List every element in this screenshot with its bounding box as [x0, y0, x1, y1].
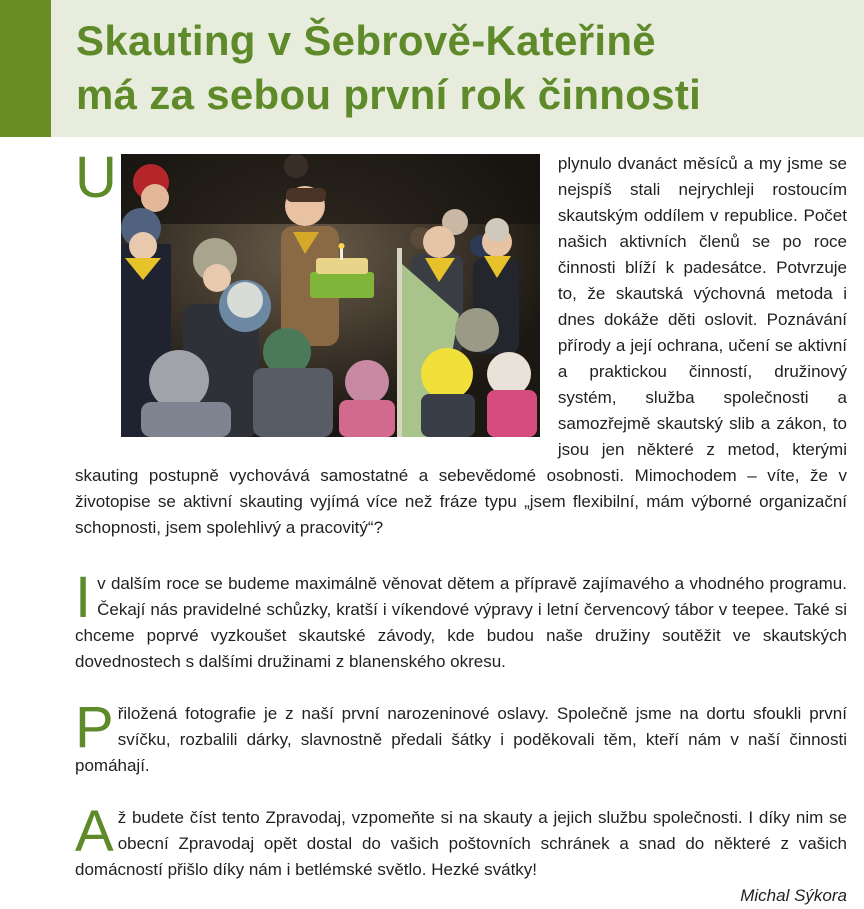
paragraph-3-text: řiložená fotografie je z naší první narozeninové oslavy. Společně jsme na dortu sfoukli první svíčku, rozbalili dárky, slavnostně předali šátky i poděkovali těm, kteří nám v naší činnosti pomáhají. — [75, 704, 847, 775]
article-header — [0, 0, 864, 137]
scout-birthday-photo — [121, 154, 540, 437]
author-signature: Michal Sýkora — [740, 886, 847, 905]
paragraph-3 — [75, 695, 847, 779]
article-body — [75, 145, 847, 909]
drop-cap: I — [75, 565, 92, 630]
article-title — [76, 14, 856, 122]
paragraph-1 — [75, 145, 847, 541]
paragraph-2-text: v dalším roce se budeme maximálně věnovat dětem a přípravě zajímavého a vhodného programu. Čekají nás pravidelné schůzky, kratší i víkendové výpravy i letní červencový tábor v teepee. Také si chceme poprvé vyzkoušet skautské závody, kde budou naše družiny soutěžit ve skautských dovednostech s dalšími družinami z blanenského okresu. — [75, 574, 847, 671]
drop-cap: A — [75, 799, 114, 864]
drop-cap: U — [75, 145, 117, 210]
paragraph-4 — [75, 799, 847, 883]
paragraph-2 — [75, 567, 847, 675]
title-line-1: Skauting v Šebrově-Kateřině — [76, 17, 656, 64]
paragraph-1-text: plynulo dvanáct měsíců a my jsme se nejspíš stali nejrychleji rostoucím skautským oddílem v republice. Počet našich aktivních členů se po roce činnosti blíží k padesátce. Potvrzuje to, že skautská výchovná metoda i dnes dokáže děti oslovit. Poznávání přírody a její ochrana, učení se aktivní a praktickou činností, družinový systém, služba společnosti a samozřejmě skautský slib a zákon, to jsou jen některé z metod, kterými skauting postupně vychovává samostatné a sebevědomé osobnosti. Mimochodem – víte, že v životopise se aktivní skauting vyjímá více než fráze typu „jsem flexibilní, mám výborné organizační schopnosti, jsem spolehlivý a pracovitý“? — [75, 154, 847, 537]
paragraph-4-text: ž budete číst tento Zpravodaj, vzpomeňte si na skauty a jejich službu společnosti. I díky nim se obecní Zpravodaj opět dostal do vašich poštovních schránek a snad do některé z vašich domácností přišlo díky nám i betlémské světlo. Hezké svátky! — [75, 808, 847, 879]
title-line-2: má za sebou první rok činnosti — [76, 71, 702, 118]
drop-cap: P — [75, 695, 114, 760]
header-accent-bar — [0, 0, 51, 137]
